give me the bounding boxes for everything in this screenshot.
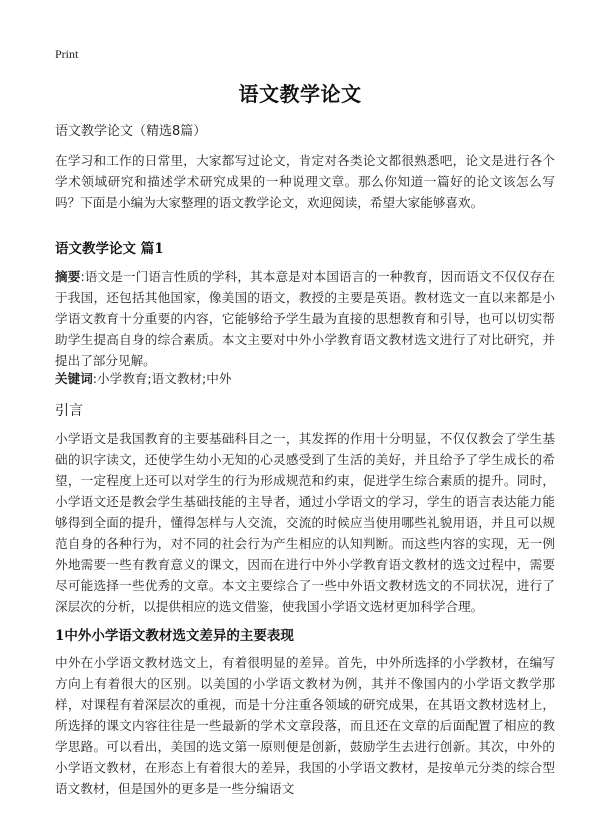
keywords-label: 关键词: [55, 371, 93, 386]
keywords-paragraph: [55, 368, 555, 389]
page-title: 语文教学论文: [238, 82, 362, 106]
print-link[interactable]: Print: [55, 47, 79, 61]
subsection-paragraph: 中外在小学语文教材选文上，有着很明显的差异。首先，中外所选择的小学教材，在编写方向上有着很大的区别。以美国的小学语文教材为例，其并不像国内的小学语文教学那样，对课程有着深层次的重视，而是十分注重各领域的研究成果，在其语文教材选材上，所选择的课文内容往往是一些最新的学术文章段落，而且还在文章的后面配置了相应的教学思路。可以看出，美国的选文第一原则便是创新，鼓励学生去进行创新。其次，中外的小学语文教材，在形态上有着很大的差异，我国的小学语文教材，是按单元分类的综合型语文教材，但是国外的更多是一些分编语文: [55, 655, 555, 796]
intro-paragraph: 在学习和工作的日常里，大家都写过论文，肯定对各类论文都很熟悉吧，论文是进行各个学术领域研究和描述学术研究成果的一种说理文章。那么你知道一篇好的论文该怎么写吗？下面是小编为大家整理的语文教学论文，欢迎阅读，希望大家能够喜欢。: [55, 153, 555, 210]
intro-body-paragraph: 小学语文是我国教育的主要基础科目之一，其发挥的作用十分明显，不仅仅教会了学生基础的识字读文，还使学生幼小无知的心灵感受到了生活的美好，并且给予了学生成长的希望，一定程度上还可以对学生的行为形成规范和约束，促进学生综合素质的提升。同时，小学语文还是教会学生基础技能的主导者，通过小学语文的学习，学生的语言表达能力能够得到全面的提升，懂得怎样与人交流，交流的时候应当使用哪些礼貌用语，并且可以规范自身的各种行为，对不同的社会行为产生相应的认知判断。而这些内容的实现，无一例外地需要一些有教育意义的课文，因而在进行中外小学教育语文教材的选文过程中，需要尽可能选择一些优秀的文章。本文主要综合了一些中外语文教材选文的不同状况，进行了深层次的分析，以提供相应的选文借鉴，使我国小学语文选材更加科学合理。: [55, 431, 555, 614]
abstract-label: 摘要: [55, 269, 81, 284]
document-subtitle: 语文教学论文（精选8篇）: [55, 124, 207, 139]
section-heading: 语文教学论文 篇1: [55, 241, 164, 257]
abstract-paragraph: [55, 266, 555, 371]
intro-heading: 引言: [55, 403, 83, 419]
keywords-text: :小学教育;语文教材;中外: [92, 371, 232, 386]
subsection-heading: 1中外小学语文教材选文差异的主要表现: [55, 628, 294, 644]
abstract-text: :语文是一门语言性质的学科，其本意是对本国语言的一种教育，因而语文不仅仅存在于我国，还包括其他国家，像美国的语文，教授的主要是英语。教材选文一直以来都是小学语文教育十分重要的内容，它能够给予学生最为直接的思想教育和引导，也可以切实帮助学生提高自身的综合素质。本文主要对中外小学教育语文教材选文进行了对比研究，并提出了部分见解。: [55, 269, 556, 368]
